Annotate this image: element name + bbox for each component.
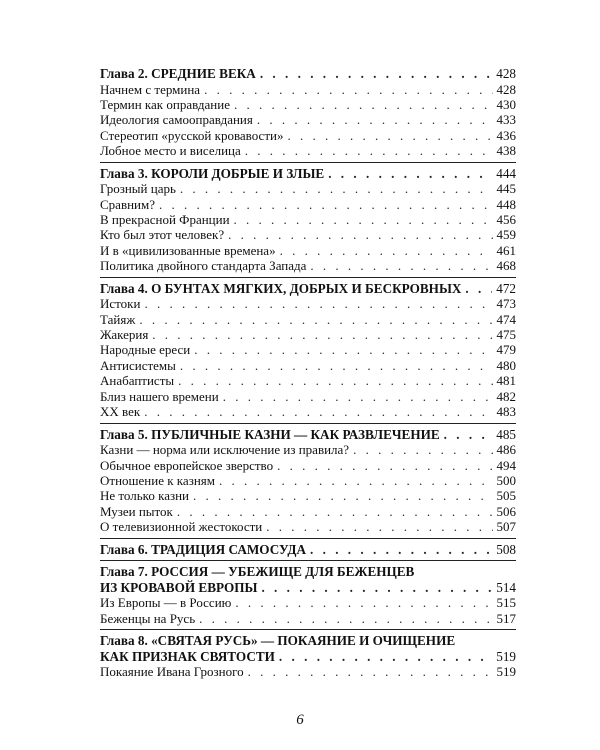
leader-dots [279,649,492,665]
entry-title: Покаяние Ивана Грозного [100,664,244,680]
page-ref: 479 [496,342,516,358]
toc-entry[interactable] [100,181,516,196]
divider [100,560,516,561]
toc-entry[interactable] [100,112,516,127]
entry-title: Кто был этот человек? [100,227,225,243]
page-ref: 445 [496,181,516,197]
toc-entry[interactable] [100,404,516,419]
entry-title: Стереотип «русской кровавости» [100,127,284,143]
leader-dots [223,389,493,404]
chapter-title-line2: КАК ПРИЗНАК СВЯТОСТИ [100,648,275,664]
page-ref: 459 [496,227,516,243]
chapter-title: Глава 2. СРЕДНИЕ ВЕКА [100,66,256,81]
page-ref: 486 [496,442,516,458]
toc-entry[interactable] [100,389,516,404]
leader-dots [234,97,493,112]
leader-dots [144,404,492,419]
chapter-title: Глава 5. ПУБЛИЧНЫЕ КАЗНИ — КАК РАЗВЛЕЧЕНИЕ [100,426,440,442]
page-ref: 456 [496,212,516,228]
chapter-title: Глава 4. О БУНТАХ МЯГКИХ, ДОБРЫХ И БЕСКРОВНЫХ [100,280,462,296]
chapter-title-line1: Глава 7. РОССИЯ — УБЕЖИЩЕ ДЛЯ БЕЖЕНЦЕВ [100,564,415,580]
page-ref: 433 [496,112,516,128]
leader-dots [260,66,492,82]
divider [100,629,516,630]
entry-title: Близ нашего времени [100,388,219,404]
leader-dots [139,312,492,327]
leader-dots [228,227,492,242]
toc-entry[interactable] [100,243,516,258]
leader-dots [234,212,493,227]
toc-entry[interactable] [100,296,516,311]
toc-entry[interactable] [100,488,516,503]
toc-entry[interactable] [100,473,516,488]
toc-entry[interactable] [100,227,516,242]
toc-entry[interactable] [100,128,516,143]
entry-title: Из Европы — в Россию [100,595,232,611]
chapter-title-line2: ИЗ КРОВАВОЙ ЕВРОПЫ [100,579,258,595]
page-ref: 507 [496,519,516,535]
entry-title: В прекрасной Франции [100,212,230,228]
entry-title: И в «цивилизованные времена» [100,242,276,258]
page-ref: 473 [496,296,516,312]
entry-title: Истоки [100,296,141,312]
page-ref: 468 [496,258,516,274]
entry-title: Беженцы на Русь [100,610,196,626]
toc-entry[interactable] [100,97,516,112]
page-ref: 508 [496,541,516,557]
divider [100,423,516,424]
leader-dots [193,488,492,503]
toc-entry[interactable] [100,664,516,679]
page-ref: 474 [496,311,516,327]
entry-title: Обычное европейское зверство [100,457,274,473]
page-ref: 430 [496,97,516,112]
leader-dots [144,296,492,311]
entry-title: XX век [100,404,141,420]
entry-title: Музеи пыток [100,503,173,519]
chapter-3-heading[interactable] [100,166,516,182]
page-ref: 438 [496,143,516,159]
entry-title: Анабаптисты [100,373,175,389]
divider [100,538,516,539]
leader-dots [277,458,492,473]
entry-title: Политика двойного стандарта Запада [100,258,307,274]
leader-dots [280,243,493,258]
entry-title: Жакерия [100,327,149,343]
chapter-4-heading[interactable] [100,281,516,297]
leader-dots [199,611,492,626]
page-ref: 480 [496,357,516,373]
entry-title: Идеология самооправдания [100,112,253,128]
toc-entry[interactable] [100,82,516,97]
page-ref: 500 [496,472,516,488]
leader-dots [152,327,492,342]
leader-dots [310,258,492,273]
divider [100,277,516,278]
leader-dots [219,473,493,488]
leader-dots [180,358,493,373]
page-ref: 472 [496,280,516,296]
page-ref: 494 [496,457,516,473]
leader-dots [178,373,492,388]
page-ref: 483 [496,404,516,420]
toc-entry[interactable] [100,519,516,534]
leader-dots [310,542,492,558]
page-ref: 505 [496,488,516,504]
entry-title: О телевизионной жестокости [100,519,263,535]
leader-dots [257,112,493,127]
chapter-7-heading[interactable] [100,564,516,595]
page-ref: 482 [496,388,516,404]
toc-entry[interactable] [100,143,516,158]
toc-entry[interactable] [100,595,516,610]
leader-dots [194,342,492,357]
leader-dots [287,128,492,143]
page-ref: 448 [496,196,516,212]
entry-title: Тайяж [100,311,136,327]
toc-entry[interactable] [100,358,516,373]
page-ref: 444 [496,165,516,181]
toc-entry[interactable] [100,442,516,457]
toc-entry[interactable] [100,342,516,357]
leader-dots [245,143,493,158]
entry-title: Отношение к казням [100,472,215,488]
chapter-8-heading[interactable] [100,633,516,664]
table-of-contents [100,66,516,680]
entry-title: Начнем с термина [100,81,201,97]
toc-entry[interactable] [100,373,516,388]
toc-entry[interactable] [100,212,516,227]
page-number: 6 [296,712,304,728]
leader-dots [235,595,492,610]
page-ref: 428 [496,81,516,97]
toc-entry[interactable] [100,327,516,342]
page-ref: 517 [496,610,516,626]
leader-dots [353,442,492,457]
leader-dots [177,504,493,519]
chapter-title: Глава 6. ТРАДИЦИЯ САМОСУДА [100,541,306,557]
chapter-5-heading[interactable] [100,427,516,443]
divider [100,162,516,163]
leader-dots [261,580,492,596]
page-ref: 436 [496,127,516,143]
leader-dots [180,181,493,196]
entry-title: Казни — норма или исключение из правила? [100,442,350,458]
leader-dots [328,166,492,182]
toc-entry[interactable] [100,258,516,273]
leader-dots [204,82,492,97]
page-ref: 475 [496,327,516,343]
page-ref: 461 [496,242,516,258]
page-ref: 485 [496,426,516,442]
page-ref: 514 [496,579,516,595]
toc-entry[interactable] [100,504,516,519]
leader-dots [159,197,493,212]
toc-entry[interactable] [100,312,516,327]
chapter-2-heading[interactable] [100,66,516,82]
leader-dots [248,664,493,679]
chapter-6-heading[interactable] [100,542,516,558]
entry-title: Лобное место и виселица [100,143,241,159]
page-ref: 515 [496,595,516,611]
entry-title: Грозный царь [100,181,176,197]
page-ref: 519 [496,664,516,680]
page-ref: 506 [496,503,516,519]
chapter-title: Глава 3. КОРОЛИ ДОБРЫЕ И ЗЛЫЕ [100,165,325,181]
leader-dots [465,281,492,297]
leader-dots [266,519,492,534]
toc-entry[interactable] [100,611,516,626]
page-ref: 481 [496,373,516,389]
entry-title: Не только казни [100,488,190,504]
page-ref: 428 [496,66,516,81]
entry-title: Антисистемы [100,357,176,373]
entry-title: Сравним? [100,196,155,212]
toc-entry[interactable] [100,458,516,473]
leader-dots [444,427,493,443]
entry-title: Термин как оправдание [100,97,230,112]
entry-title: Народные ереси [100,342,191,358]
chapter-title-line1: Глава 8. «СВЯТАЯ РУСЬ» — ПОКАЯНИЕ И ОЧИЩЕНИЕ [100,633,456,649]
toc-entry[interactable] [100,197,516,212]
page-ref: 519 [496,648,516,664]
